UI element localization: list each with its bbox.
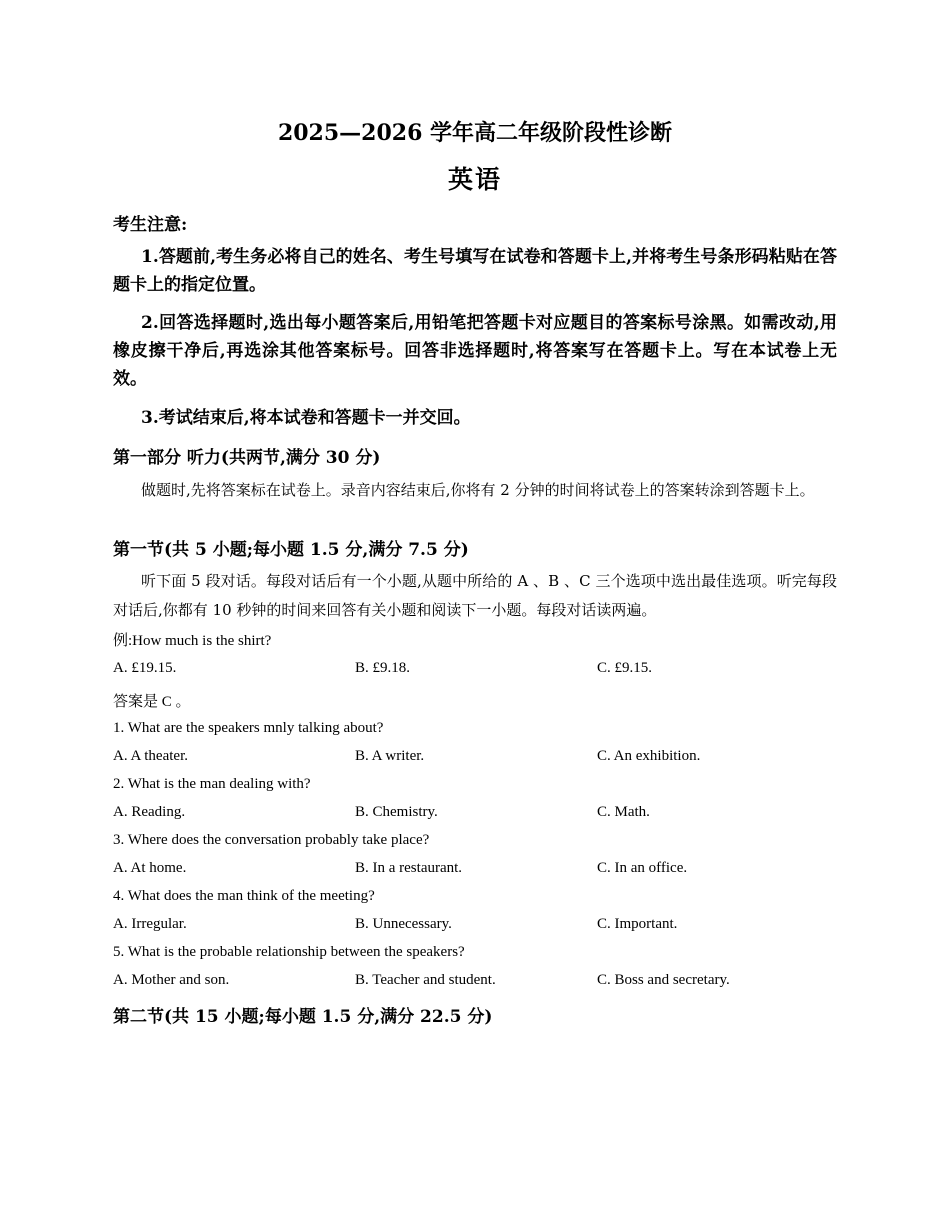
question-5-option-b: B. Teacher and student.	[355, 972, 496, 988]
question-3-option-b: B. In a restaurant.	[355, 860, 463, 876]
question-3: 3. Where does the conversation probably take place?	[113, 832, 430, 848]
question-2-option-c: C. Math.	[597, 804, 650, 820]
notice-item-2: 2.回答选择题时,选出每小题答案后,用铅笔把答题卡对应题目的答案标号涂黑。如需改动,用橡皮擦干净后,再选涂其他答案标号。回答非选择题时,将答案写在答题卡上。写在本试卷上无效。	[113, 313, 837, 389]
notice-item-3: 3.考试结束后,将本试卷和答题卡一并交回。	[141, 408, 471, 428]
example-answer: 答案是 C 。	[113, 694, 191, 710]
part1-heading: 第一部分 听力(共两节,满分 30 分)	[113, 448, 381, 468]
section1-heading: 第一节(共 5 小题;每小题 1.5 分,满分 7.5 分)	[113, 540, 469, 560]
question-2-option-b: B. Chemistry.	[355, 804, 438, 820]
example-option-a: A. £19.15.	[113, 660, 177, 676]
question-5-option-a: A. Mother and son.	[113, 972, 230, 988]
example-question: 例:How much is the shirt?	[113, 633, 272, 649]
question-2-option-a: A. Reading.	[113, 804, 186, 820]
question-1-option-b: B. A writer.	[355, 748, 425, 764]
example-option-c: C. £9.15.	[597, 660, 653, 676]
notice-heading: 考生注意:	[113, 215, 188, 235]
question-3-option-c: C. In an office.	[597, 860, 688, 876]
question-2: 2. What is the man dealing with?	[113, 776, 311, 792]
question-4-option-a: A. Irregular.	[113, 916, 187, 932]
question-5-option-c: C. Boss and secretary.	[597, 972, 730, 988]
question-1-option-a: A. A theater.	[113, 748, 188, 764]
exam-title: 2025—2026 学年高二年级阶段性诊断	[277, 120, 673, 146]
section2-heading: 第二节(共 15 小题;每小题 1.5 分,满分 22.5 分)	[113, 1007, 493, 1027]
subject-title: 英语	[447, 165, 502, 194]
question-1: 1. What are the speakers mnly talking about?	[113, 720, 384, 736]
question-1-option-c: C. An exhibition.	[597, 748, 701, 764]
part1-instruction: 做题时,先将答案标在试卷上。录音内容结束后,你将有 2 分钟的时间将试卷上的答案转涂到答题卡上。	[141, 481, 815, 499]
question-4-option-c: C. Important.	[597, 916, 678, 932]
section1-instruction: 听下面 5 段对话。每段对话后有一个小题,从题中所给的 A 、B 、C 三个选项中选出最佳选项。听完每段对话后,你都有 10 秒钟的时间来回答有关小题和阅读下一小题。每段对话读两遍。	[113, 572, 837, 619]
question-3-option-a: A. At home.	[113, 860, 187, 876]
question-4: 4. What does the man think of the meeting?	[113, 888, 375, 904]
question-5: 5. What is the probable relationship between the speakers?	[113, 944, 465, 960]
question-4-option-b: B. Unnecessary.	[355, 916, 452, 932]
example-option-b: B. £9.18.	[355, 660, 411, 676]
notice-item-1: 1.答题前,考生务必将自己的姓名、考生号填写在试卷和答题卡上,并将考生号条形码粘贴在答题卡上的指定位置。	[113, 247, 837, 295]
